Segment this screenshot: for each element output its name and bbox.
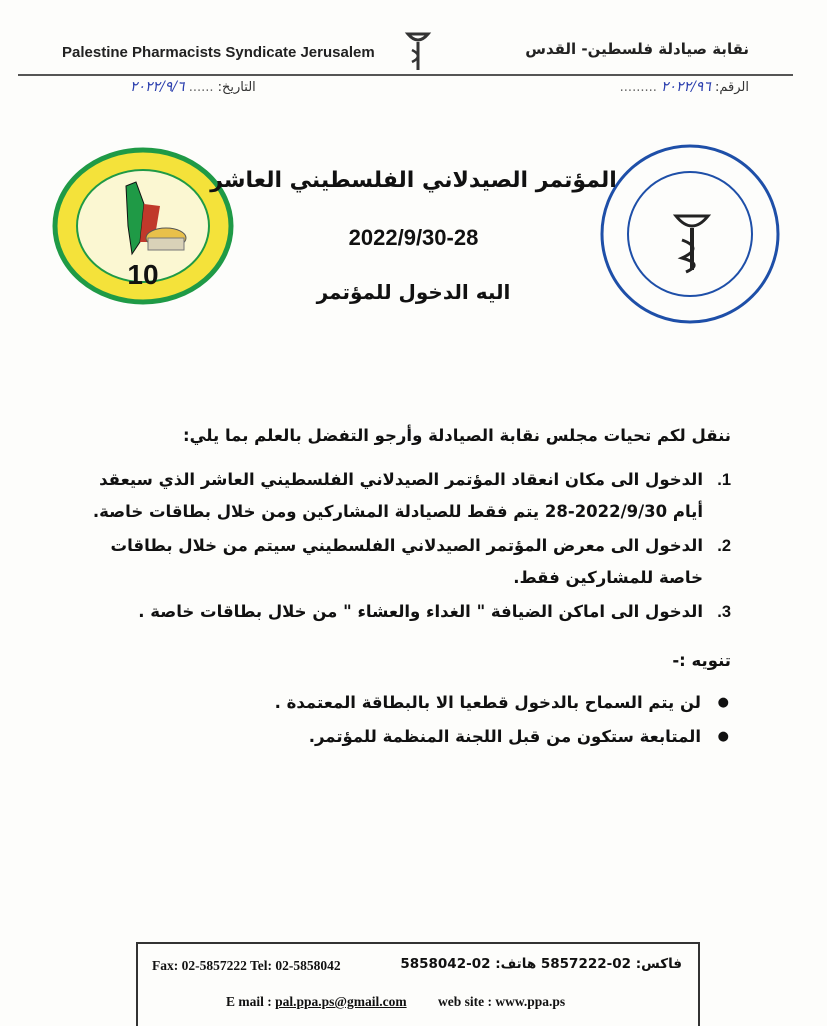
caduceus-crescent-logo-icon	[384, 10, 448, 84]
notes-list	[91, 686, 731, 754]
header-divider	[18, 74, 793, 76]
number-label: الرقم:	[715, 80, 749, 95]
date-dots: ......	[188, 80, 214, 95]
org-name-english: Palestine Pharmacists Syndicate Jerusalem	[62, 44, 375, 61]
number-field	[620, 79, 749, 95]
seal-number: 10	[127, 259, 159, 290]
footer-box	[136, 942, 700, 1026]
date-field	[130, 79, 256, 95]
list-item-number: 1.	[717, 471, 731, 489]
footer-fax-tel-arabic: فاكس: 02-5857222 هاتف: 02-5858042	[400, 956, 682, 972]
list-item	[91, 596, 731, 628]
list-item-number: 3.	[717, 603, 731, 621]
note-item: ● لن يتم السماح بالدخول قطعيا الا بالبطاقة المعتمدة .	[91, 686, 731, 720]
conference-dates: 2022/9/30-28	[348, 225, 479, 250]
date-value: ٢٠٢٢/٩/٦	[130, 79, 185, 95]
list-item-text: الدخول الى مكان انعقاد المؤتمر الصيدلاني الفلسطيني العاشر الذي سيعقد أيام 2022/9/30-28 يتم فقط للصيادلة المشاركين ومن خلال بطاقات خاصة.	[92, 470, 703, 521]
list-item-text: الدخول الى اماكن الضيافة " الغداء والعشاء " من خلال بطاقات خاصة .	[138, 602, 703, 621]
email-link[interactable]: pal.ppa.ps@gmail.com	[275, 994, 407, 1009]
conference-title: المؤتمر الصيدلاني الفلسطيني العاشر	[210, 168, 617, 193]
list-item-text: الدخول الى معرض المؤتمر الصيدلاني الفلسطيني سيتم من خلال بطاقات خاصة للمشاركين فقط.	[110, 536, 703, 587]
number-value: ٢٠٢٢/٩٦	[661, 79, 711, 95]
number-dots: .........	[619, 80, 657, 95]
note-item: ● المتابعة ستكون من قبل اللجنة المنظمة للمؤتمر.	[91, 720, 731, 754]
list-item	[91, 530, 731, 594]
footer-website[interactable]: web site : www.ppa.ps	[438, 994, 566, 1009]
intro-paragraph: ننقل لكم تحيات مجلس نقابة الصيادلة وأرجو التفضل بالعلم بما يلي:	[183, 426, 731, 445]
entry-mechanism-title: اليه الدخول للمؤتمر	[316, 280, 511, 304]
list-item-number: 2.	[717, 537, 731, 555]
date-label: التاريخ:	[217, 80, 256, 95]
entry-rules-list	[91, 464, 731, 630]
note-heading: تنويه :-	[672, 651, 731, 670]
org-name-arabic: نقابة صيادلة فلسطين- القدس	[525, 40, 749, 58]
footer-email	[226, 994, 407, 1010]
list-item	[91, 464, 731, 528]
footer-fax-tel-english: Fax: 02-5857222 Tel: 02-5858042	[152, 958, 341, 973]
email-label: E mail :	[226, 994, 272, 1009]
